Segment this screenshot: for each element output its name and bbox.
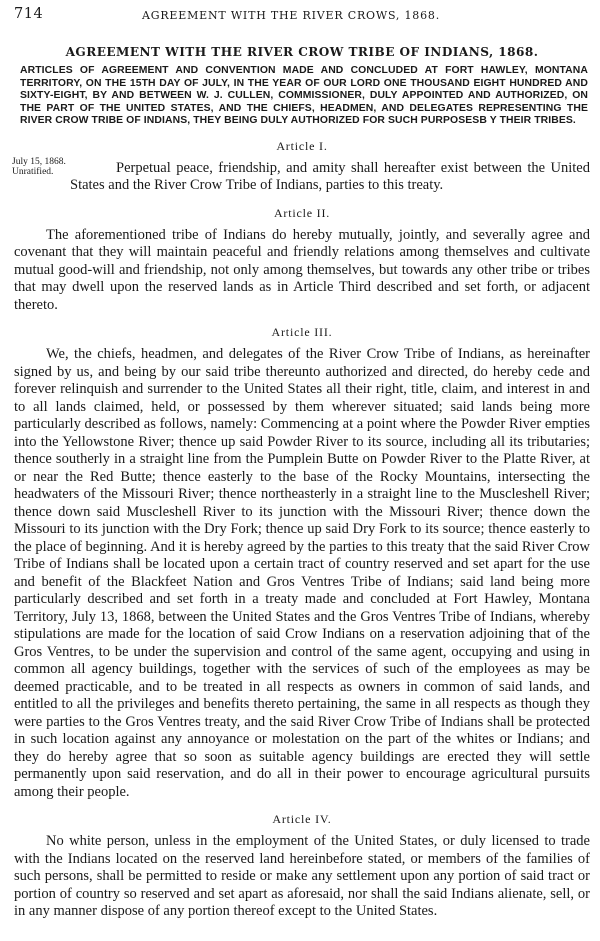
document-page — [14, 6, 590, 921]
article-text: Perpetual peace, friendship, and amity shall hereafter exist between the United States and the River Crow Tribe of Indians, parties to this treaty. — [70, 159, 590, 194]
article-3 — [14, 322, 590, 801]
article-text: The aforementioned tribe of Indians do hereby mutually, jointly, and severally agree and covenant that they will maintain peaceful and friendly relations among themselves and cultivate mutual good-will and friendship, not only among themselves, but towards any other tribe or tribes that may dwell upon the reserved lands as in Article Third described and set forth, or adjacent thereto. — [14, 226, 590, 313]
article-1 — [14, 136, 590, 195]
article-text: No white person, unless in the employment of the United States, or duly licensed to trade with the Indians located on the reserved land hereinbefore stated, or members of the families of such persons, shall be permitted to reside or make any settlement upon any portion of said tract or portion of country so reserved and set apart as aforesaid, nor shall the said Indians alienate, sell, or in any manner dispose of any portion thereof except to the United States. — [14, 833, 590, 920]
margin-note — [12, 157, 72, 177]
article-heading: Article III. — [271, 325, 333, 340]
margin-note-date: July 15, 1868. — [12, 156, 66, 167]
article-heading: Article IV. — [272, 812, 332, 827]
article-heading: Article II. — [273, 205, 331, 220]
document-title: AGREEMENT WITH THE RIVER CROW TRIBE OF INDIANS, 1868. — [65, 45, 539, 59]
running-title: AGREEMENT WITH THE RIVER CROWS, 1868. — [142, 9, 440, 22]
running-head — [14, 6, 590, 26]
article-4 — [14, 809, 590, 921]
article-2 — [14, 203, 590, 315]
article-heading: Article I. — [276, 138, 328, 153]
document-subtitle: ARTICLES OF AGREEMENT AND CONVENTION MADE AND CONCLUDED AT FORT HAWLEY, MONTANA TERRITORY, ON THE 15TH DAY OF JULY, IN THE YEAR OF OUR LORD ONE THOUSAND EIGHT HUNDRED AND SIXTY-EIGHT, BY AND BETWEEN W. J. CULLEN, COMMISSIONER, DULY APPOINTED AND AUTHORIZED, ON THE PART OF THE UNITED STATES, AND THE CHIEFS, HEADMEN, AND DELEGATES REPRESENTING THE RIVER CROW TRIBE OF INDIANS, THEY BEING DULY AUTHORIZED FOR SUCH PURPOSESB Y THEIR TRIBES. — [20, 65, 588, 127]
margin-note-status: Unratified. — [12, 166, 54, 177]
article-text: We, the chiefs, headmen, and delegates of the River Crow Tribe of Indians, as hereinafter signed by us, and being by our said tribe thereunto authorized and directed, do hereby cede and forever relinquish and surrender to the United States all their right, title, claim, and interest in and to all lands claimed, held, or possessed by them wherever situated; said lands being more particularly described as follows, namely: Commencing at a point where the Powder River empties into the Yellowstone River; thence up said Powder River to its source, including all its tributaries; thence southerly in a straight line from the Pumplein Butte on Powder River to the Platte River, at or near the Red Butte; thence easterly to the base of the Rocky Mountains, intersecting the headwaters of the Missouri River; thence northeasterly in a straight line to the Muscleshell River; thence down said Muscleshell River to its junction with the Missouri River; thence down the Missouri to its junction with the Dry Fork; thence up said Dry Fork to its source; thence easterly to the place of beginning. And it is hereby agreed by the parties to this treaty that the said River Crow Tribe of Indians shall be located upon a certain tract of country reserved and set apart for the use and benefit of the Blackfeet Nation and Gros Ventres Tribe of Indians; said land being more particularly described and set forth in a treaty made and concluded at Fort Hawley, Montana Territory, July 13, 1868, between the United States and the Gros Ventres Tribe of Indians, whereby stipulations are made for the location of said Crow Indians on a reservation adjoining that of the Gros Ventres, to be under the supervision and control of the same agent, occupying and using in common all agency buildings, together with the services of such of the employees as may be deemed practicable, and to be treated in all respects as owners in common of said lands, and entitled to all the privileges and benefits thereto pertaining, the same in all respects as though they were parties to the Gros Ventres treaty, and the said River Crow Tribe of Indians shall be protected in such location against any annoyance or molestation on the part of the whites or Indians; and they do hereby agree that so soon as suitable agency buildings are erected they will settle permanently upon said reservation, and do all in their power to encourage agricultural pursuits among their people. — [14, 346, 590, 800]
page-number: 714 — [14, 6, 44, 22]
